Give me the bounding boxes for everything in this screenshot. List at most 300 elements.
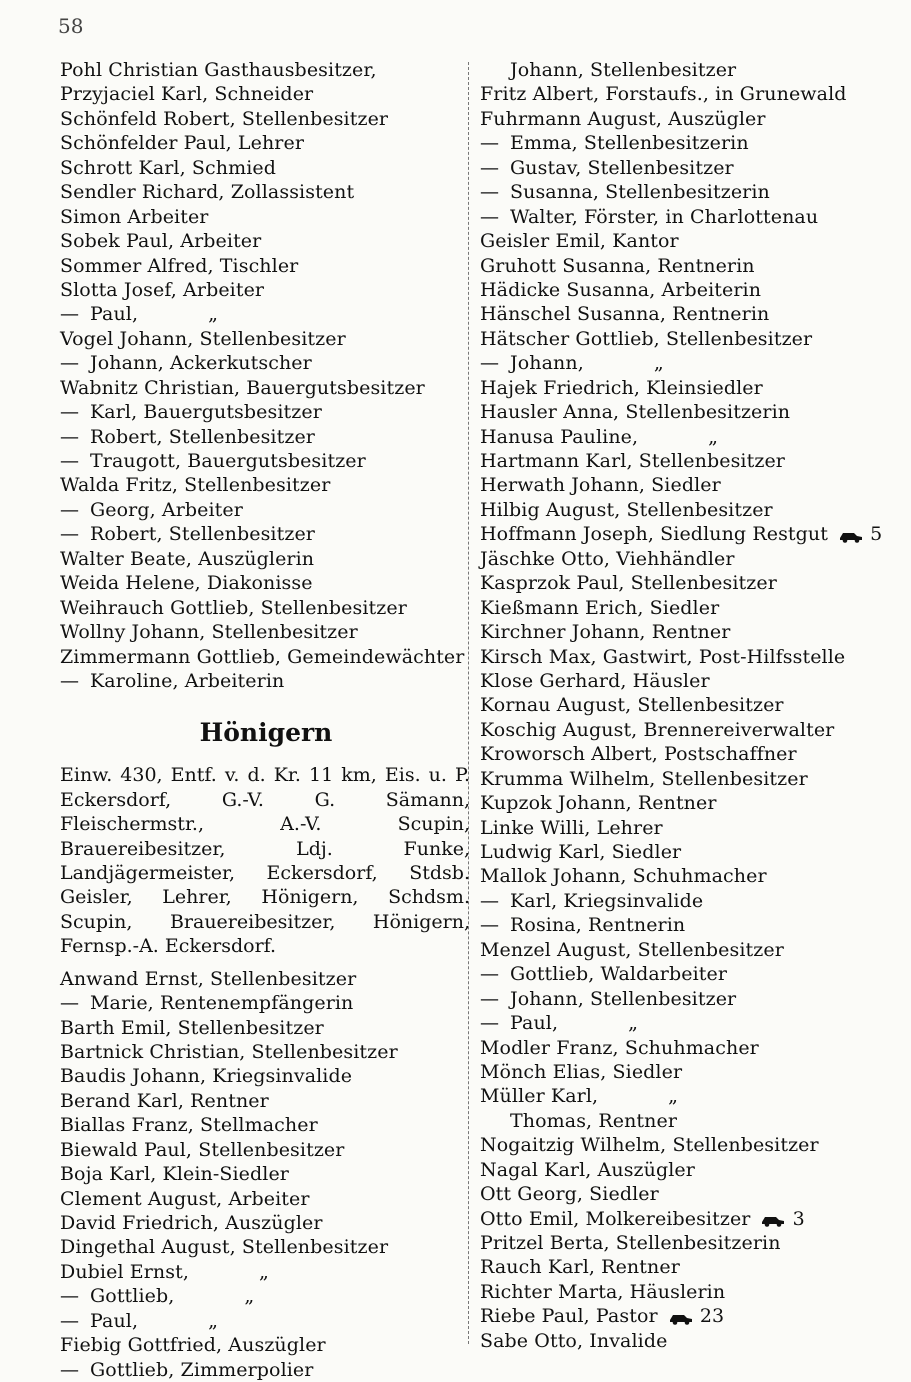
ditto-mark: „ [208,303,219,326]
directory-entry [480,1060,890,1084]
directory-entry [480,1304,890,1328]
entry-name: Rosina, [510,914,582,937]
directory-entry [60,449,472,473]
entry-name: Kasprzok Paul, [480,572,625,595]
entry-occupation: Gastwirt, Post-Hilfsstelle [596,645,846,668]
ditto-mark: „ [258,1260,269,1283]
entry-name: Paul, [510,1012,559,1035]
directory-entry [480,425,890,449]
entry-occupation: Postschaffner [657,743,797,766]
page-number: 58 [58,14,84,38]
entry-name: Menzel August, [480,938,632,961]
entry-name: Hanusa Pauline, [480,425,639,448]
directory-entry [60,1187,472,1211]
entry-name: Hänschel Susanna, [480,303,666,326]
entry-occupation: Stellenbesitzer [162,523,315,546]
directory-entry [60,991,472,1015]
entry-occupation: Schuhmacher [626,865,767,888]
ditto-mark: „ [244,1285,255,1308]
entry-name: Müller Karl, [480,1085,599,1108]
directory-entry [60,1333,472,1357]
entry-name: Dingethal August, [60,1236,236,1259]
directory-entry [480,205,890,229]
entry-occupation: Förster, in Charlottenau [577,205,819,228]
directory-entry [480,913,890,937]
entry-occupation: Arbeiterin [178,669,285,692]
entry-name: Clement August, [60,1187,223,1210]
directory-entry [60,1040,472,1064]
entry-name: Kießmann Erich, [480,596,644,619]
directory-entry [60,376,472,400]
entry-name: Fiebig Gottfried, [60,1334,223,1357]
entry-occupation: Tischler [213,254,299,277]
right-column [480,58,890,1353]
entry-occupation: Schmied [185,156,276,179]
directory-entry [480,278,890,302]
ditto-dash: — [480,352,500,375]
directory-entry [60,1064,472,1088]
entry-name: Thomas, [510,1109,593,1132]
ditto-dash: — [480,181,500,204]
entry-occupation: Arbeiter [121,205,209,228]
directory-entry [480,718,890,742]
entry-occupation: Siedler [583,1183,659,1206]
entry-occupation: Siedler [606,1060,683,1083]
directory-entry [60,351,472,375]
ditto-dash: — [60,1309,80,1332]
ditto-dash: — [60,303,80,326]
entry-name: Slotta Josef, [60,278,177,301]
directory-entry [480,1109,890,1133]
directory-entry [60,156,472,180]
entry-name: Anwand Ernst, [60,967,204,990]
entry-occupation: Stellenbesitzerin [619,401,791,424]
ditto-dash: — [60,425,80,448]
entry-name: Walter Beate, [60,547,193,570]
entry-occupation: Arbeiter [222,1187,310,1210]
directory-entry [480,864,890,888]
ditto-dash: — [60,1358,80,1381]
left-column [60,58,472,1382]
entry-name: David Friedrich, [60,1212,219,1234]
entry-name: Karl, [510,889,558,912]
directory-entry [480,791,890,815]
entry-name: Schönfelder Paul, [60,132,232,155]
ditto-dash: — [480,889,500,912]
entry-name: Bartnick Christian, [60,1040,246,1063]
entry-name: Mallok Johann, [480,865,627,888]
directory-entry [60,1235,472,1259]
entry-name: Johann, [510,59,584,81]
car-count: 3 [786,1207,805,1230]
directory-entry [60,1309,472,1333]
entry-occupation: Ackerkutscher [163,352,312,375]
entry-list-right [480,58,890,1353]
entry-name: Biallas Franz, [60,1114,194,1137]
entry-occupation: Kleinsiedler [640,376,763,399]
directory-entry [480,1133,890,1157]
entry-name: Mönch Elias, [480,1060,607,1083]
entry-occupation: Stellenbesitzer [235,1236,389,1259]
entry-name: Gruhott Susanna, [480,254,652,277]
directory-entry [480,449,890,473]
directory-entry [60,58,472,82]
entry-occupation: Lehrer [590,816,663,839]
entry-occupation: Stellenbesitzer [193,327,346,350]
entry-occupation: Rentner [631,792,717,815]
entry-occupation: Siedler [643,596,720,619]
entry-occupation: Stellenbesitzer [205,621,358,644]
directory-entry [60,596,472,620]
entry-name: Hädicke Susanna, [480,278,656,301]
directory-entry [480,742,890,766]
entry-occupation: Arbeiterin [655,278,762,301]
directory-entry [60,1211,472,1235]
ditto-dash: — [480,156,500,179]
entry-occupation: Auszügler [219,1212,323,1234]
entry-occupation: Stellenbesitzer [171,1016,324,1039]
directory-entry [60,278,472,302]
entry-occupation: Stellenbesitzer [203,967,357,990]
entry-name: Hoffmann Joseph, [480,523,655,546]
ditto-mark: „ [668,1085,679,1108]
entry-name: Georg, [90,498,156,521]
directory-entry [60,180,472,204]
entry-name: Sabe Otto, [480,1329,584,1352]
entry-occupation: Pastor [589,1305,658,1328]
entry-name: Boja Karl, [60,1163,157,1186]
directory-entry [480,571,890,595]
directory-entry [60,645,472,669]
entry-name: Przyjaciel Karl, [60,83,209,106]
entry-occupation: Auszügler [591,1158,695,1181]
directory-entry [60,1358,472,1382]
entry-name: Kroworsch Albert, [480,743,658,766]
entry-name: Baudis Johann, [60,1065,207,1088]
entry-name: Pohl Christian [60,59,199,81]
directory-entry [480,938,890,962]
directory-entry [480,1158,890,1182]
directory-entry [60,254,472,278]
directory-entry [480,302,890,326]
entry-name: Paul, [90,1309,139,1332]
section-description: Einw. 430, Entf. v. d. Kr. 11 km, Eis. u. P. Eckersdorf, G.-V. G. Sämann, Fleischermstr., A.-V. Scupin, Brauereibesitzer, Ldj. Funke, Landjägermeister, Eckersdorf, Stdsb. Geisler, Lehrer, Hönigern, Schdsm. Scupin, Brauereibesitzer, Hönigern, Fernsp.-A. Eckersdorf. [60,764,470,958]
entry-occupation: Rentner [592,1109,678,1132]
directory-entry [60,1113,472,1137]
directory-entry [60,302,472,326]
car-icon [838,523,864,547]
entry-name: Nogaitzig Wilhelm, [480,1134,667,1157]
entry-name: Biewald Paul, [60,1138,193,1161]
entry-occupation: Rentnerin [666,303,770,326]
directory-entry [480,229,890,253]
entry-occupation: Kantor [606,230,679,253]
directory-entry [60,1162,472,1186]
directory-entry [480,987,890,1011]
entry-occupation: Siedler [605,841,682,863]
entry-name: Schrott Karl, [60,156,186,179]
ditto-dash: — [480,987,500,1010]
ditto-dash: — [480,963,500,986]
car-icon [760,1208,786,1232]
directory-entry [480,180,890,204]
entry-occupation: Bauergutsbesitzer [137,401,322,424]
entry-name: Nagal Karl, [480,1158,592,1181]
entry-name: Gustav, [510,156,582,179]
ditto-dash: — [60,450,80,472]
directory-entry [480,1280,890,1304]
directory-entry [60,327,472,351]
directory-entry [480,767,890,791]
directory-entry [480,1011,890,1035]
directory-entry [480,58,890,82]
ditto-dash: — [480,914,500,937]
entry-occupation: Rentnerin [581,914,686,937]
directory-entry [60,107,472,131]
entry-name: Kornau August, [480,694,632,717]
entry-name: Robert, [90,425,163,448]
directory-entry [480,82,890,106]
entry-occupation: Arbeiter [176,278,265,301]
entry-name: Ott Georg, [480,1183,584,1206]
entry-name: Wabnitz Christian, [60,376,241,399]
entry-occupation: Stellenbesitzer [581,156,734,179]
entry-name: Gottlieb, [510,963,595,986]
ditto-dash: — [60,523,80,546]
ditto-dash: — [60,498,80,521]
directory-entry [480,816,890,840]
directory-entry [480,498,890,522]
directory-entry [480,693,890,717]
entry-name: Simon [60,205,122,228]
directory-entry [480,376,890,400]
entry-occupation: Stellenbesitzer [192,1138,345,1161]
entry-name: Walda Fritz, [60,474,179,497]
entry-name: Weida Helene, [60,572,201,595]
entry-occupation: Stellenbesitzer [632,450,785,472]
directory-entry [480,1329,890,1353]
directory-entry [60,498,472,522]
entry-name: Wollny Johann, [60,621,206,644]
entry-name: Pritzel Berta, [480,1232,610,1254]
entry-name: Emma, [510,132,578,155]
directory-entry [60,229,472,253]
car-icon [668,1305,694,1329]
entry-occupation: Auszügler [661,107,766,130]
entry-name: Kupzok Johann, [480,792,632,815]
directory-entry [60,400,472,424]
directory-entry [60,131,472,155]
entry-name: Sendler Richard, [60,181,225,204]
entry-occupation: Stellenbesitzer [245,1040,398,1063]
entry-name: Hätscher Gottlieb, [480,327,660,350]
ditto-mark: „ [628,1012,639,1035]
entry-name: Weihrauch Gottlieb, [60,596,255,619]
entry-list-left-bottom [60,967,472,1382]
directory-entry [60,547,472,571]
directory-entry [480,547,890,571]
entry-occupation: Stellenbesitzerin [598,181,770,204]
entry-occupation: Forstaufs., in Grunewald [599,83,847,106]
ditto-mark: „ [653,352,664,375]
entry-name: Modler Franz, [480,1036,619,1059]
directory-entry [60,1138,472,1162]
entry-occupation: Rentner [595,1256,680,1279]
directory-entry [480,254,890,278]
entry-name: Robert, [90,523,163,546]
entry-name: Schönfeld Robert, [60,107,236,130]
entry-name: Geisler Emil, [480,230,607,253]
ditto-mark: „ [708,425,719,448]
entry-name: Riebe Paul, [480,1305,590,1328]
entry-occupation: Stellenbesitzerin [577,132,749,155]
entry-occupation: Molkereibesitzer [579,1207,751,1230]
entry-occupation: Invalide [583,1329,668,1352]
directory-entry [480,156,890,180]
entry-name: Hilbig August, [480,498,621,521]
entry-occupation: Stellenbesitzerin [609,1232,781,1254]
ditto-dash: — [480,132,500,155]
entry-name: Susanna, [510,181,599,204]
ditto-dash: — [480,1012,500,1035]
ditto-dash: — [60,992,80,1015]
entry-occupation: Häusler [626,669,710,692]
entry-occupation: Rentner [645,621,731,644]
entry-occupation: Stellenbesitzer [583,59,737,81]
directory-entry [60,620,472,644]
directory-entry [480,1207,890,1231]
entry-occupation: Stellenbesitzer [624,572,777,595]
directory-entry [480,889,890,913]
entry-name: Karl, [90,401,138,424]
directory-entry [60,205,472,229]
entry-name: Kirchner Johann, [480,621,646,644]
entry-name: Sommer Alfred, [60,254,214,277]
entry-name: Klose Gerhard, [480,669,627,692]
entry-name: Zimmermann Gottlieb, [60,645,281,668]
directory-entry [60,522,472,546]
entry-name: Fuhrmann August, [480,107,662,130]
entry-name: Johann, [510,987,584,1010]
entry-name: Herwath Johann, [480,474,646,497]
entry-name: Barth Emil, [60,1016,172,1039]
entry-name: Dubiel Ernst, [60,1260,189,1283]
entry-occupation: Zollassistent [224,181,355,204]
entry-occupation: Stellenbesitzer [178,474,331,497]
entry-occupation: Stellenbesitzer [659,327,813,350]
entry-occupation: Auszügler [222,1334,326,1357]
entry-occupation: Rentenempfängerin [153,992,354,1015]
entry-occupation: Arbeiter [174,230,262,253]
entry-occupation: Bauergutsbesitzer [181,450,366,472]
directory-entry [60,473,472,497]
ditto-mark: „ [208,1309,219,1332]
entry-occupation: Waldarbeiter [594,963,728,986]
entry-name: Rauch Karl, [480,1256,596,1279]
directory-entry [60,1284,472,1308]
entry-name: Hausler Anna, [480,401,620,424]
ditto-dash: — [480,205,500,228]
directory-entry [480,351,890,375]
section-title: Hönigern [199,718,333,748]
entry-occupation: Stellenbesitzer [666,1134,819,1157]
entry-occupation: Auszüglerin [192,547,315,570]
entry-occupation: Häuslerin [623,1280,726,1303]
entry-name: Berand Karl, [60,1089,184,1112]
directory-entry [60,1016,472,1040]
entry-name: Hajek Friedrich, [480,376,641,399]
entry-occupation: Bauergutsbesitzer [240,376,425,399]
entry-name: Richter Marta, [480,1280,624,1303]
entry-occupation: Kriegsinvalide [206,1065,353,1088]
entry-occupation: Siedler [645,474,721,497]
entry-name: Paul, [90,303,139,326]
directory-entry [480,962,890,986]
entry-name: Gottlieb, [90,1285,175,1308]
directory-entry [480,1182,890,1206]
directory-entry [60,669,472,693]
entry-occupation: Rentner [183,1089,269,1112]
directory-entry [480,596,890,620]
car-count: 5 [864,523,883,546]
directory-entry [480,1231,890,1255]
ditto-dash: — [60,669,80,692]
entry-name: Hartmann Karl, [480,450,633,472]
entry-name: Ludwig Karl, [480,841,606,863]
entry-name: Gottlieb, [90,1358,175,1381]
entry-occupation: Stellmacher [193,1114,318,1137]
directory-entry [480,107,890,131]
directory-entry [480,1036,890,1060]
car-count: 23 [693,1305,725,1328]
entry-name: Walter, [510,205,578,228]
ditto-dash: — [60,1285,80,1308]
directory-entry [480,840,890,864]
entry-occupation: Lehrer [231,132,305,155]
directory-entry [480,620,890,644]
entry-occupation: Schuhmacher [618,1036,759,1059]
entry-name: Johann, [510,352,584,375]
entry-occupation: Arbeiter [155,498,243,521]
entry-occupation: Klein-Siedler [156,1163,289,1186]
entry-name: Marie, [90,992,154,1015]
entry-name: Traugott, [90,450,182,472]
directory-entry [480,522,890,546]
entry-name: Krumma Wilhelm, [480,767,656,790]
entry-name: Fritz Albert, [480,83,600,106]
entry-occupation: Stellenbesitzer [631,938,784,961]
directory-entry [60,82,472,106]
directory-entry [60,425,472,449]
entry-occupation: Viehhändler [610,547,735,570]
entry-name: Karoline, [90,669,179,692]
entry-occupation: Stellenbesitzer [254,596,407,619]
entry-occupation: Stellenbesitzer [620,498,773,521]
entry-occupation: Gasthausbesitzer, [198,59,377,81]
directory-entry [480,645,890,669]
directory-entry [60,1260,472,1284]
entry-occupation: Stellenbesitzer [583,987,737,1010]
ditto-dash: — [60,401,80,424]
ditto-dash: — [60,352,80,375]
entry-name: Johann, [90,352,164,375]
entry-occupation: Schneider [208,83,314,106]
directory-entry [480,327,890,351]
directory-entry [480,400,890,424]
entry-occupation: Gemeindewächter [280,645,465,668]
entry-occupation: Brennereiverwalter [637,718,835,741]
entry-occupation: Kriegsinvalide [557,889,704,912]
